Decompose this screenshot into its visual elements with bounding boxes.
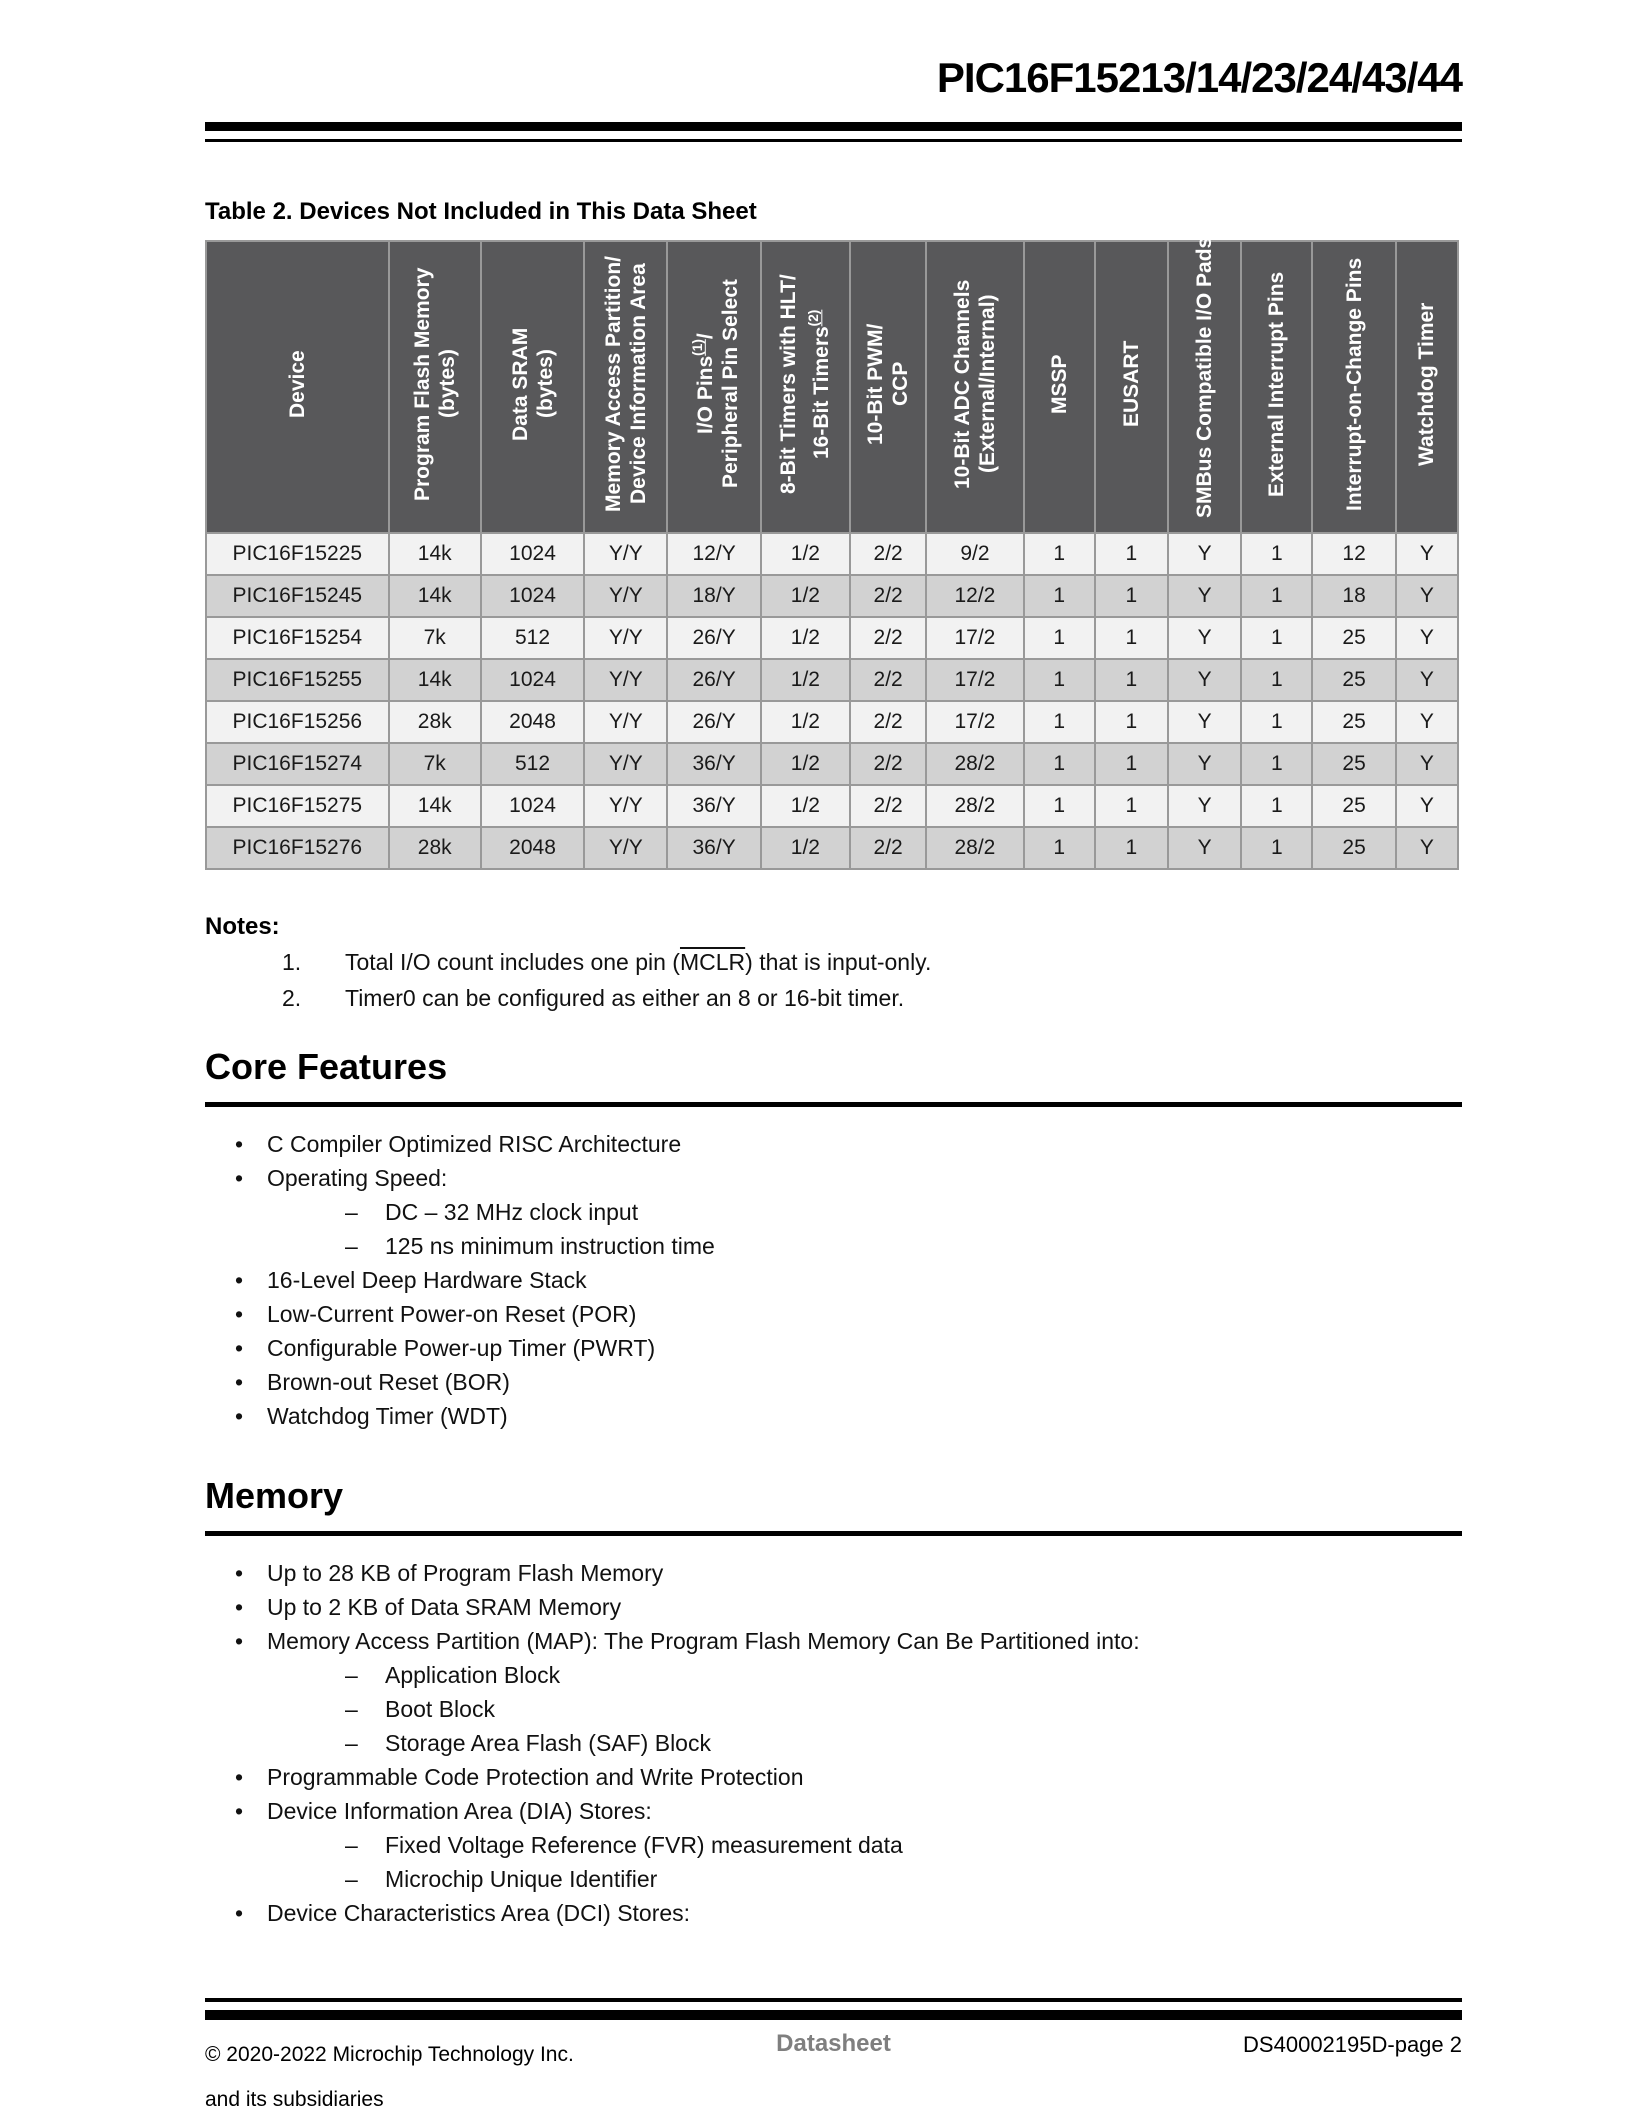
table-cell: Y (1168, 785, 1241, 827)
column-label: Peripheral Pin Select (719, 279, 743, 489)
table-cell: Y (1168, 575, 1241, 617)
column-header-mssp (1024, 241, 1095, 533)
table-cell: 1 (1241, 617, 1312, 659)
page-footer (205, 1998, 1462, 2110)
table-cell: 512 (481, 743, 584, 785)
memory-features-list (205, 1556, 1462, 1930)
feature-item: • Up to 28 KB of Program Flash Memory (205, 1556, 1462, 1590)
column-label: SMBus Compatible I/O Pads (1193, 236, 1217, 518)
column-header-watchdog-timer (1396, 241, 1458, 533)
table-cell: 2/2 (850, 701, 926, 743)
footnote-ref-1[interactable]: (1) (690, 339, 706, 357)
table-cell: Y/Y (584, 743, 667, 785)
feature-subitem: – Boot Block (205, 1692, 1462, 1726)
table-cell: 18/Y (667, 575, 760, 617)
table-cell: 25 (1312, 617, 1395, 659)
table-cell: 1 (1024, 533, 1095, 575)
table-cell: Y (1396, 617, 1458, 659)
table-cell: 12/Y (667, 533, 760, 575)
notes-section (205, 910, 1462, 1016)
table-cell: 1/2 (761, 659, 850, 701)
table-cell: 1 (1024, 785, 1095, 827)
table-cell: 512 (481, 617, 584, 659)
column-label: Device (285, 350, 309, 418)
note-text-post: ) that is input-only. (745, 949, 932, 975)
table-cell: 14k (389, 785, 481, 827)
feature-item: • Device Characteristics Area (DCI) Stores: (205, 1896, 1462, 1930)
table-cell: Y (1396, 701, 1458, 743)
column-label: External Interrupt Pins (1265, 271, 1289, 497)
feature-item: • Brown-out Reset (BOR) (205, 1365, 1462, 1399)
table-row (206, 785, 1458, 827)
notes-label: Notes: (205, 913, 280, 940)
column-label: Device Information Area (626, 263, 650, 505)
table-cell: 26/Y (667, 659, 760, 701)
table-cell: 17/2 (926, 701, 1023, 743)
table-cell: Y (1396, 533, 1458, 575)
section-heading-memory: Memory (205, 1475, 344, 1516)
table-cell: 9/2 (926, 533, 1023, 575)
table-cell: 1 (1241, 701, 1312, 743)
table-cell: 1/2 (761, 785, 850, 827)
column-header-eusart (1095, 241, 1168, 533)
table-cell: 26/Y (667, 701, 760, 743)
table-cell: 25 (1312, 785, 1395, 827)
table-cell: 26/Y (667, 617, 760, 659)
column-label: (bytes) (533, 349, 557, 419)
table-cell: 1 (1024, 743, 1095, 785)
feature-subitem: – Storage Area Flash (SAF) Block (205, 1726, 1462, 1760)
section-rule (205, 1102, 1462, 1107)
table-cell: Y (1396, 575, 1458, 617)
table-cell: 1024 (481, 659, 584, 701)
column-header-timers (761, 241, 850, 533)
table-cell: 1 (1024, 827, 1095, 869)
device-name-cell: PIC16F15256 (206, 701, 389, 743)
footer-doc-type: Datasheet (776, 2030, 891, 2057)
table-cell: 14k (389, 575, 481, 617)
section-rule (205, 1531, 1462, 1536)
table-cell: 1 (1241, 575, 1312, 617)
table-cell: Y (1168, 701, 1241, 743)
column-label: CCP (889, 361, 913, 407)
table-cell: 2048 (481, 701, 584, 743)
column-label: (bytes) (435, 349, 459, 419)
table-cell: 1 (1024, 701, 1095, 743)
feature-item: • Operating Speed: (205, 1161, 1462, 1195)
table-cell: 36/Y (667, 827, 760, 869)
section-heading-core-features: Core Features (205, 1046, 448, 1087)
table-row (206, 533, 1458, 575)
table-cell: 28/2 (926, 743, 1023, 785)
table-caption: Table 2. Devices Not Included in This Data Sheet (205, 198, 757, 225)
table-cell: 1 (1095, 617, 1168, 659)
note-text-pre: Total I/O count includes one pin ( (345, 949, 680, 975)
table-cell: 25 (1312, 659, 1395, 701)
footer-rule-thick (205, 2010, 1462, 2020)
device-name-cell: PIC16F15254 (206, 617, 389, 659)
table-cell: 14k (389, 533, 481, 575)
table-cell: 25 (1312, 701, 1395, 743)
device-name-cell: PIC16F15245 (206, 575, 389, 617)
table-cell: 25 (1312, 827, 1395, 869)
table-cell: 1 (1024, 575, 1095, 617)
table-cell: 1 (1241, 533, 1312, 575)
column-label: Interrupt-on-Change Pins (1342, 257, 1366, 511)
column-label: EUSART (1119, 340, 1143, 428)
table-cell: 7k (389, 743, 481, 785)
table-cell: 36/Y (667, 785, 760, 827)
table-cell: Y (1168, 533, 1241, 575)
column-label: 10-Bit ADC Channels (950, 279, 974, 489)
table-cell: Y (1168, 617, 1241, 659)
table-cell: Y (1396, 743, 1458, 785)
feature-item: • Device Information Area (DIA) Stores: (205, 1794, 1462, 1828)
table-cell: Y (1168, 743, 1241, 785)
table-cell: Y/Y (584, 785, 667, 827)
column-header-external-interrupt-pins (1241, 241, 1312, 533)
table-header-row (206, 241, 1458, 533)
table-cell: 1 (1024, 617, 1095, 659)
feature-item: • Up to 2 KB of Data SRAM Memory (205, 1590, 1462, 1624)
table-cell: 1 (1095, 785, 1168, 827)
feature-item: • C Compiler Optimized RISC Architecture (205, 1127, 1462, 1161)
table-row (206, 701, 1458, 743)
table-cell: 36/Y (667, 743, 760, 785)
column-header-io-pins (667, 241, 760, 533)
column-label: Memory Access Partition/ (601, 256, 625, 512)
table-cell: 2/2 (850, 827, 926, 869)
feature-subitem: – Application Block (205, 1658, 1462, 1692)
column-label: Program Flash Memory (410, 267, 434, 501)
table-cell: 2/2 (850, 575, 926, 617)
table-cell: 2/2 (850, 785, 926, 827)
table-cell: Y (1396, 827, 1458, 869)
table-cell: 1 (1095, 827, 1168, 869)
table-cell: Y/Y (584, 533, 667, 575)
table-row (206, 575, 1458, 617)
feature-subitem: – Microchip Unique Identifier (205, 1862, 1462, 1896)
table-cell: 1 (1241, 827, 1312, 869)
device-name-cell: PIC16F15275 (206, 785, 389, 827)
table-cell: 17/2 (926, 617, 1023, 659)
table-cell: 1 (1095, 743, 1168, 785)
column-header-interrupt-on-change-pins (1312, 241, 1395, 533)
table-cell: 1 (1095, 701, 1168, 743)
table-cell: 28k (389, 701, 481, 743)
column-label: Data SRAM (508, 327, 532, 441)
table-cell: 1/2 (761, 827, 850, 869)
column-label: I/O Pins (694, 356, 718, 435)
table-cell: 2/2 (850, 659, 926, 701)
table-row (206, 743, 1458, 785)
column-label: Watchdog Timer (1415, 302, 1439, 466)
column-header-data-sram (481, 241, 584, 533)
column-header-program-flash-memory (389, 241, 481, 533)
table-cell: 2048 (481, 827, 584, 869)
device-name-cell: PIC16F15276 (206, 827, 389, 869)
table-cell: 25 (1312, 743, 1395, 785)
core-features-list (205, 1127, 1462, 1433)
table-cell: Y/Y (584, 617, 667, 659)
table-cell: 1 (1095, 575, 1168, 617)
device-name-cell: PIC16F15274 (206, 743, 389, 785)
table-cell: 1/2 (761, 617, 850, 659)
table-cell: 1/2 (761, 575, 850, 617)
table-cell: 2/2 (850, 533, 926, 575)
note-number: 2. (282, 985, 302, 1011)
table-cell: Y (1168, 827, 1241, 869)
table-cell: 14k (389, 659, 481, 701)
table-cell: 1 (1241, 785, 1312, 827)
feature-subitem: – 125 ns minimum instruction time (205, 1229, 1462, 1263)
column-label: (External/Internal) (975, 294, 999, 474)
footer-row (205, 2020, 1462, 2110)
mclr-overline-text: MCLR (679, 949, 746, 975)
table-cell: 7k (389, 617, 481, 659)
table-cell: 2/2 (850, 743, 926, 785)
feature-item: • Low-Current Power-on Reset (POR) (205, 1297, 1462, 1331)
table-cell: 28/2 (926, 827, 1023, 869)
column-label: 16-Bit Timers (810, 326, 834, 459)
footer-rule-thin (205, 1998, 1462, 2002)
table-cell: 1 (1024, 659, 1095, 701)
note-text (345, 949, 931, 975)
note-text-pre: Timer0 can be configured as either an 8 or 16-bit timer. (345, 985, 905, 1011)
table-cell: 1/2 (761, 743, 850, 785)
column-header-pwm-ccp (850, 241, 926, 533)
table-cell: Y/Y (584, 659, 667, 701)
table-cell: 12 (1312, 533, 1395, 575)
feature-subitem: – DC – 32 MHz clock input (205, 1195, 1462, 1229)
table-cell: 1024 (481, 575, 584, 617)
header-rule-thick (205, 122, 1462, 131)
note-text (345, 985, 904, 1011)
feature-item: • Programmable Code Protection and Write Protection (205, 1760, 1462, 1794)
column-header-device (206, 241, 389, 533)
note-item (205, 980, 1462, 1016)
table-cell: 17/2 (926, 659, 1023, 701)
table-cell: 12/2 (926, 575, 1023, 617)
device-name-cell: PIC16F15225 (206, 533, 389, 575)
page-content (205, 0, 1462, 1930)
footnote-ref-2[interactable]: (2) (806, 309, 822, 326)
table-cell: 2/2 (850, 617, 926, 659)
table-cell: Y/Y (584, 575, 667, 617)
table-cell: 28/2 (926, 785, 1023, 827)
column-label: 8-Bit Timers with HLT/ (777, 274, 801, 494)
table-cell: 28k (389, 827, 481, 869)
table-cell: Y (1168, 659, 1241, 701)
note-item (205, 944, 1462, 980)
table-cell: 1/2 (761, 533, 850, 575)
table-cell: 18 (1312, 575, 1395, 617)
copyright-line2: and its subsidiaries (205, 2088, 384, 2111)
footer-page-ref: DS40002195D-page 2 (1243, 2032, 1462, 2057)
column-label: 10-Bit PWM/ (864, 323, 888, 445)
page-title: PIC16F15213/14/23/24/43/44 (936, 54, 1462, 101)
table-cell: Y (1396, 659, 1458, 701)
column-label: MSSP (1047, 354, 1071, 414)
table-cell: 1 (1095, 659, 1168, 701)
table-cell: 1 (1095, 533, 1168, 575)
feature-subitem: – Fixed Voltage Reference (FVR) measurement data (205, 1828, 1462, 1862)
feature-item: • 16-Level Deep Hardware Stack (205, 1263, 1462, 1297)
table-cell: 1 (1241, 743, 1312, 785)
table-row (206, 827, 1458, 869)
table-row (206, 617, 1458, 659)
device-name-cell: PIC16F15255 (206, 659, 389, 701)
table-cell: 1/2 (761, 701, 850, 743)
column-label: / (694, 333, 718, 340)
feature-item: • Watchdog Timer (WDT) (205, 1399, 1462, 1433)
copyright-line1: © 2020-2022 Microchip Technology Inc. (205, 2043, 574, 2066)
feature-item: • Configurable Power-up Timer (PWRT) (205, 1331, 1462, 1365)
table-cell: 1024 (481, 785, 584, 827)
table-cell: Y/Y (584, 827, 667, 869)
column-header-memory-access-partition (584, 241, 667, 533)
column-header-smbus-pads (1168, 236, 1241, 533)
devices-table (205, 236, 1459, 870)
table-cell: 1024 (481, 533, 584, 575)
table-cell: Y/Y (584, 701, 667, 743)
column-header-adc-channels (926, 241, 1023, 533)
table-row (206, 659, 1458, 701)
table-cell: Y (1396, 785, 1458, 827)
feature-item: • Memory Access Partition (MAP): The Program Flash Memory Can Be Partitioned into: (205, 1624, 1462, 1658)
header-rule-thin (205, 139, 1462, 142)
footer-copyright (205, 2032, 574, 2122)
note-number: 1. (282, 949, 302, 975)
table-cell: 1 (1241, 659, 1312, 701)
